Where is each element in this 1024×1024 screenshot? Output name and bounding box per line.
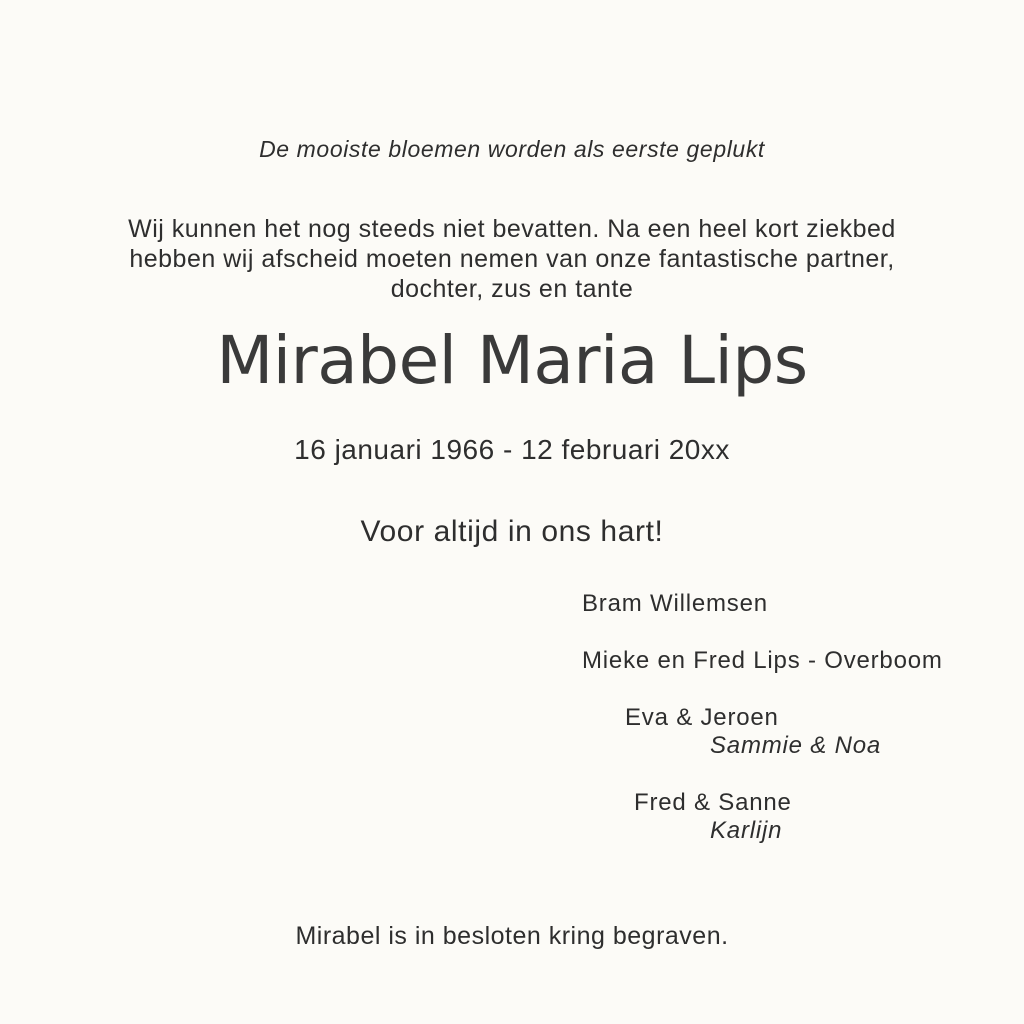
deceased-name: Mirabel Maria Lips — [216, 322, 808, 399]
motto: Voor altijd in ons hart! — [360, 515, 664, 548]
intro-text — [0, 214, 1024, 304]
intro-line-3: dochter, zus en tante — [390, 275, 634, 303]
burial-notice: Mirabel is in besloten kring begraven. — [295, 922, 729, 950]
life-dates: 16 januari 1966 - 12 februari 20xx — [294, 434, 730, 465]
intro-line-2: hebben wij afscheid moeten nemen van onze fantastische partner, — [129, 245, 895, 273]
family-sibling-1-children: Sammie & Noa — [710, 732, 881, 759]
family-sibling-2: Fred & Sanne — [634, 789, 792, 816]
family-sibling-1: Eva & Jeroen — [625, 704, 779, 731]
family-parents: Mieke en Fred Lips - Overboom — [582, 647, 943, 674]
intro-line-1: Wij kunnen het nog steeds niet bevatten. Na een heel kort ziekbed — [128, 215, 896, 243]
family-partner: Bram Willemsen — [582, 590, 768, 617]
quote: De mooiste bloemen worden als eerste geplukt — [259, 136, 765, 162]
family-sibling-2-children: Karlijn — [710, 817, 783, 844]
